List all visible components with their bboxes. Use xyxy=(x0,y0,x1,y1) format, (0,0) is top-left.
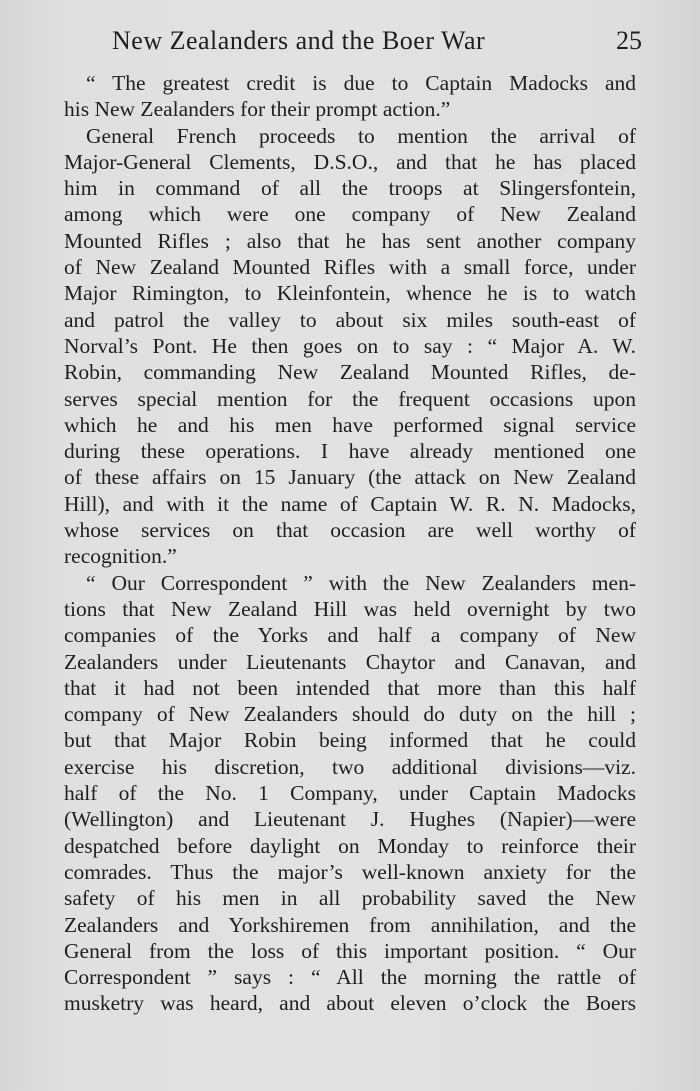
text-line: and patrol the valley to about six miles south-east of xyxy=(64,307,636,332)
page-header xyxy=(64,26,642,60)
text-line: serves special mention for the frequent occasions upon xyxy=(64,386,636,411)
text-line: companies of the Yorks and half a company of New xyxy=(64,623,636,648)
text-line: his New Zealanders for their prompt action.” xyxy=(64,97,451,122)
text-line: whose services on that occasion are well worthy of xyxy=(64,518,636,543)
text-line: safety of his men in all probability saved the New xyxy=(64,886,636,911)
text-line: “ The greatest credit is due to Captain Madocks and xyxy=(86,71,636,95)
text-line: half of the No. 1 Company, under Captain Madocks xyxy=(64,781,636,806)
text-line: Major Rimington, to Kleinfontein, whence he is to watch xyxy=(64,281,636,306)
text-line: but that Major Robin being informed that he could xyxy=(64,728,636,753)
text-line: which he and his men have performed signal service xyxy=(64,412,636,437)
text-line: Norval’s Pont. He then goes on to say : “ Major A. W. xyxy=(64,333,636,358)
text-line: Major-General Clements, D.S.O., and that he has placed xyxy=(64,149,636,174)
text-line: tions that New Zealand Hill was held overnight by two xyxy=(64,596,636,621)
text-line: General from the loss of this important position. “ Our xyxy=(64,938,636,963)
text-line: Hill), and with it the name of Captain W. R. N. Madocks, xyxy=(64,491,636,516)
text-line: recognition.” xyxy=(64,544,177,569)
text-line: Zealanders and Yorkshiremen from annihilation, and the xyxy=(64,912,636,937)
text-line: among which were one company of New Zealand xyxy=(64,202,636,227)
text-line: Correspondent ” says : “ All the morning the rattle of xyxy=(64,965,636,990)
text-line: during these operations. I have already mentioned one xyxy=(64,439,636,464)
text-line: Robin, commanding New Zealand Mounted Rifles, de- xyxy=(64,360,636,385)
page-number: 25 xyxy=(616,26,642,55)
text-line: of New Zealand Mounted Rifles with a small force, under xyxy=(64,255,636,280)
text-line: exercise his discretion, two additional divisions—viz. xyxy=(64,754,636,779)
text-line: “ Our Correspondent ” with the New Zealanders men- xyxy=(86,570,636,595)
running-title: New Zealanders and the Boer War xyxy=(112,26,486,55)
text-line: musketry was heard, and about eleven o’clock the Boers xyxy=(64,991,636,1016)
body-text xyxy=(64,70,636,1017)
text-line: that it had not been intended that more than this half xyxy=(64,675,636,700)
text-line: (Wellington) and Lieutenant J. Hughes (Napier)—were xyxy=(64,807,636,832)
text-line: him in command of all the troops at Slingersfontein, xyxy=(64,176,636,201)
text-line: company of New Zealanders should do duty on the hill ; xyxy=(64,702,636,727)
text-line: comrades. Thus the major’s well-known anxiety for the xyxy=(64,859,636,884)
text-line: Mounted Rifles ; also that he has sent another company xyxy=(64,228,636,253)
text-line: Zealanders under Lieutenants Chaytor and Canavan, and xyxy=(64,649,636,674)
text-line: of these affairs on 15 January (the attack on New Zealand xyxy=(64,465,636,490)
text-line: General French proceeds to mention the arrival of xyxy=(86,123,636,148)
text-line: despatched before daylight on Monday to reinforce their xyxy=(64,833,636,858)
